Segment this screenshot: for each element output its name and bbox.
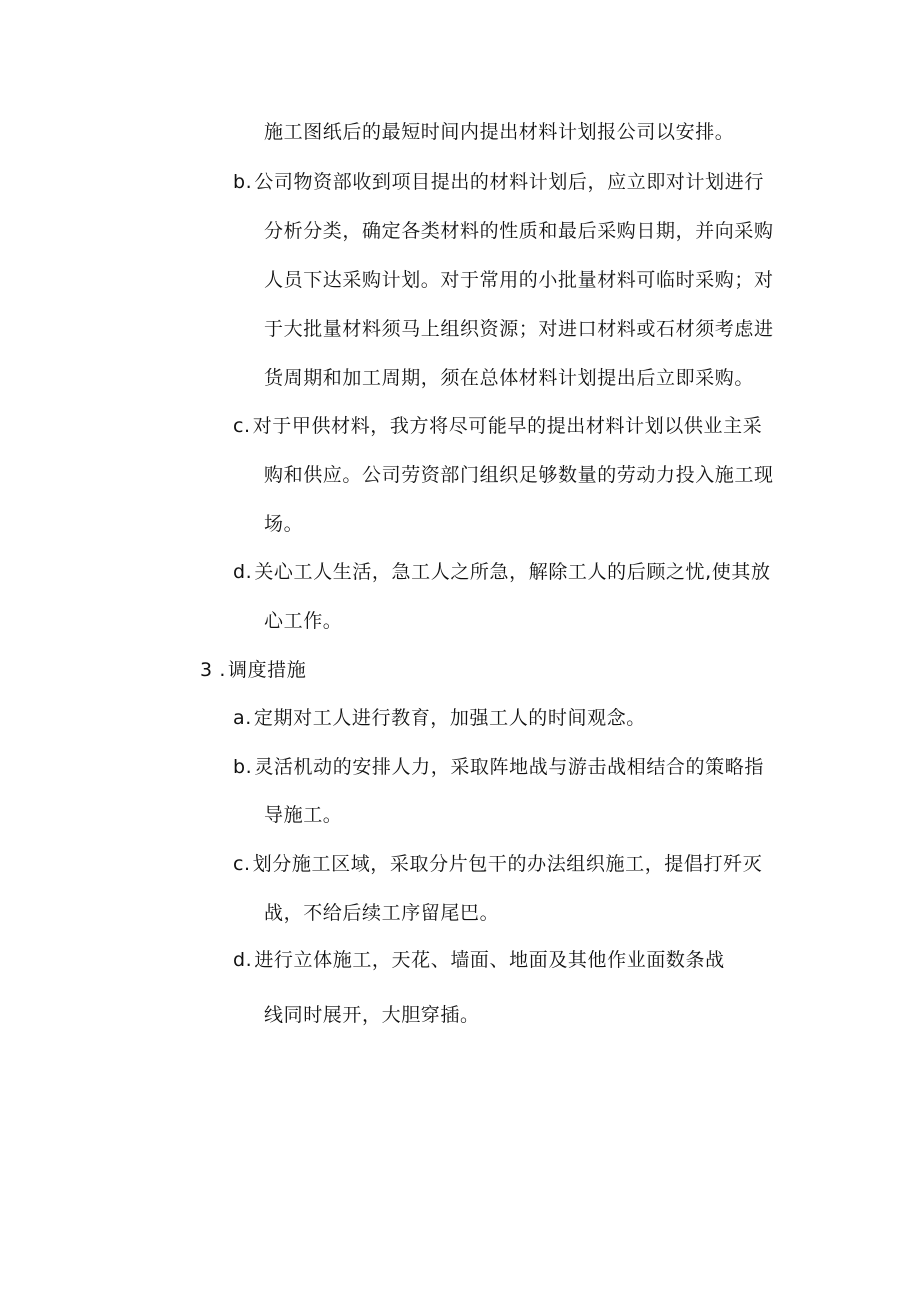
line-text: 定期对工人进行教育，加强工人的时间观念。 bbox=[253, 707, 646, 729]
continuation-line bbox=[264, 366, 754, 390]
line-text: 灵活机动的安排人力，采取阵地战与游击战相结合的策略指 bbox=[254, 756, 764, 778]
line-text: 线同时展开，大胆穿插。 bbox=[264, 1004, 480, 1026]
continuation-line bbox=[264, 219, 774, 243]
list-item-d bbox=[233, 948, 725, 972]
line-text: 战，不给后续工序留尾巴。 bbox=[264, 902, 500, 924]
line-text: 进行立体施工，天花、墙面、地面及其他作业面数条战 bbox=[254, 949, 725, 971]
item-label: b. bbox=[233, 756, 253, 778]
continuation-line bbox=[264, 1003, 480, 1027]
list-item-d bbox=[233, 560, 771, 584]
continuation-line bbox=[264, 901, 499, 925]
continuation-line bbox=[264, 512, 303, 536]
continuation-line bbox=[264, 463, 774, 487]
list-item-c bbox=[233, 414, 762, 438]
line-text: 购和供应。公司劳资部门组织足够数量的劳动力投入施工现 bbox=[264, 464, 774, 486]
list-item-b bbox=[233, 170, 764, 194]
item-label: c. bbox=[233, 853, 251, 875]
line-text: 关心工人生活，急工人之所急，解除工人的后顾之忧,使其放 bbox=[254, 561, 771, 583]
line-text: 心工作。 bbox=[264, 610, 343, 632]
continuation-line bbox=[264, 317, 774, 341]
line-text: 划分施工区域，采取分片包干的办法组织施工，提倡打歼灭 bbox=[252, 853, 763, 875]
line-text: 人员下达采购计划。对于常用的小批量材料可临时采购；对 bbox=[264, 269, 774, 291]
item-label: d. bbox=[233, 949, 253, 971]
continuation-line bbox=[264, 120, 734, 144]
list-item-a bbox=[233, 706, 646, 730]
continuation-line bbox=[264, 609, 342, 633]
item-label: c. bbox=[233, 415, 251, 437]
line-text: 货周期和加工周期，须在总体材料计划提出后立即采购。 bbox=[264, 367, 755, 389]
list-item-b bbox=[233, 755, 764, 779]
line-text: 于大批量材料须马上组织资源；对进口材料或石材须考虑进 bbox=[264, 318, 774, 340]
item-label: b. bbox=[233, 171, 253, 193]
line-text: 分析分类，确定各类材料的性质和最后采购日期，并向采购 bbox=[264, 220, 774, 242]
section-heading bbox=[200, 658, 306, 682]
item-label: a. bbox=[233, 707, 252, 729]
section-title: 调度措施 bbox=[227, 659, 307, 681]
line-text: 施工图纸后的最短时间内提出材料计划报公司以安排。 bbox=[264, 121, 735, 143]
section-number: 3 . bbox=[200, 659, 226, 681]
continuation-line bbox=[264, 268, 774, 292]
line-text: 公司物资部收到项目提出的材料计划后，应立即对计划进行 bbox=[254, 171, 764, 193]
line-text: 场。 bbox=[264, 513, 304, 535]
line-text: 对于甲供材料，我方将尽可能早的提出材料计划以供业主采 bbox=[252, 415, 763, 437]
list-item-c bbox=[233, 852, 762, 876]
continuation-line bbox=[264, 803, 342, 827]
line-text: 导施工。 bbox=[264, 804, 343, 826]
item-label: d. bbox=[233, 561, 253, 583]
